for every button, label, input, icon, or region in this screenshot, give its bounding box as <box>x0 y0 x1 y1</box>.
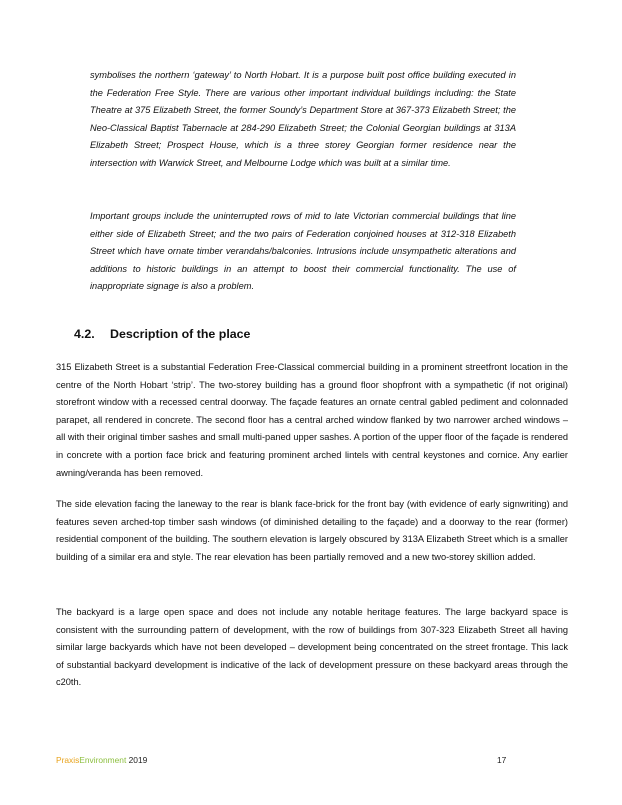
footer-brand-environment: Environment <box>79 755 127 765</box>
section-number: 4.2. <box>74 327 95 341</box>
footer-year: 2019 <box>128 755 148 765</box>
body-paragraph-1: 315 Elizabeth Street is a substantial Federation Free-Classical commercial building in a prominent streetfront location in the centre of the North Hobart ‘strip’. The two-storey building has a ground floor shopfront with a sympathetic (if not original) storefront window with a recessed central doorway. The façade features an ornate central gabled pediment and colonnaded parapet, all rendered in concrete. The second floor has a central arched window flanked by two narrower arched windows – all with their original timber sashes and small multi-paned upper sashes. A portion of the upper floor of the façade is rendered in concrete with a portion face brick and featuring prominent arched lintels with central keystones and cornice. Any earlier awning/veranda has been removed. <box>56 362 568 478</box>
quote-paragraph-2: Important groups include the uninterrupted rows of mid to late Victorian commercial buildings that line either side of Elizabeth Street; and the two pairs of Federation conjoined houses at 312-318 Elizabeth Street which have ornate timber verandahs/balconies. Intrusions include unsympathetic alterations and additions to historic buildings in an attempt to boost their commercial functionality. The use of inappropriate signage is also a problem. <box>90 211 516 292</box>
footer-brand-praxis: Praxis <box>56 755 80 765</box>
footer-brand <box>56 755 147 765</box>
section-heading <box>74 327 250 341</box>
quote-paragraph-1: symbolises the northern ‘gateway’ to North Hobart. It is a purpose built post office building executed in the Federation Free Style. There are various other important individual buildings including: the State Theatre at 375 Elizabeth Street, the former Soundy’s Department Store at 367-373 Elizabeth Street; the Neo-Classical Baptist Tabernacle at 284-290 Elizabeth Street; the Colonial Georgian buildings at 313A Elizabeth Street; Prospect House, which is a three storey Georgian former residence near the intersection with Warwick Street, and Melbourne Lodge which was built at a similar time. <box>90 70 516 168</box>
page-number: 17 <box>497 755 507 765</box>
body-paragraph-2: The side elevation facing the laneway to the rear is blank face-brick for the front bay (with evidence of early signwriting) and features seven arched-top timber sash windows (of diminished detailing to the façade) and a doorway to the rear (former) residential component of the building. The southern elevation is largely obscured by 313A Elizabeth Street which is a smaller building of a similar era and style. The rear elevation has been partially removed and a new two-storey skillion added. <box>56 499 568 562</box>
body-paragraph-3: The backyard is a large open space and does not include any notable heritage features. The large backyard space is consistent with the surrounding pattern of development, with the row of buildings from 307-323 Elizabeth Street all having similar large backyards which have not been developed – development being concentrated on the street frontage. This lack of substantial backyard development is indicative of the lack of development pressure on these backyard areas through the c20th. <box>56 607 568 688</box>
section-title: Description of the place <box>110 327 251 341</box>
